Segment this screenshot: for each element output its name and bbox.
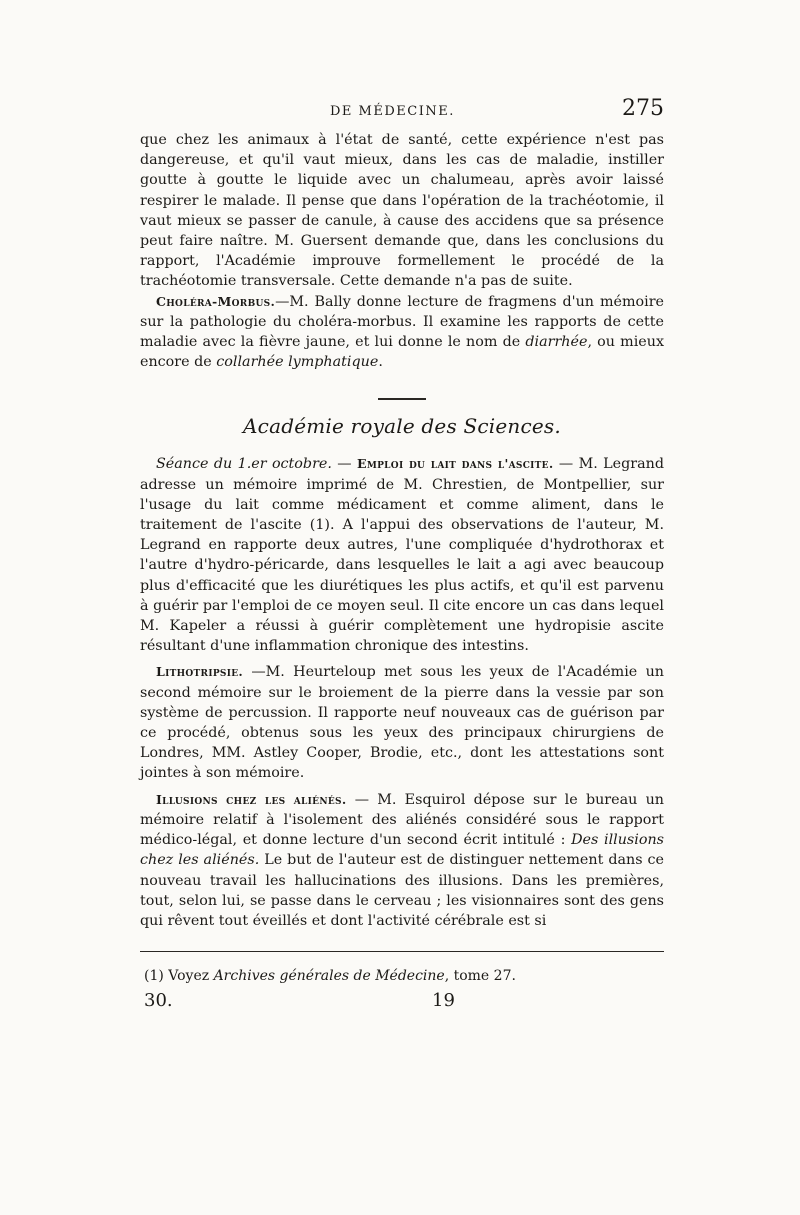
litho-text: —M. Heurteloup met sous les yeux de l'Académie un second mémoire sur le broiement de la pierre dans la vessie par son système de percussion. Il rapporte neuf nouveaux cas de guérison par ce procédé, obtenus sous les yeux des principaux chirurgiens de Londres, MM. Astley Cooper, Brodie, etc., dont les attestations sont jointes à son mémoire. [140,664,664,782]
signature-left: 30. [144,990,173,1012]
cholera-text-c: . [378,354,383,371]
document-page [140,96,664,1020]
paragraph-illusions [140,790,664,931]
footnote-text-b: , tome 27. [444,968,516,985]
cholera-text-a: —M. Bally donne lecture de fragmens d'un mémoire sur la pathologie du choléra-morbus. Il examine les rapports de cette maladie avec la fièvre jaune, et lui donne le nom de [140,293,664,351]
cholera-text-b: , ou mieux encore de [140,334,665,371]
paragraph-cholera [140,292,664,373]
cholera-italic-b: collarhée lymphatique [216,354,379,371]
paragraph-continuation: que chez les animaux à l'état de santé, cette expérience n'est pas dangereuse, et qu'il vaut mieux, dans les cas de maladie, instiller goutte à goutte le liquide avec un chalumeau, après avoir laissé respirer le malade. Il pense que dans l'opération de la trachéotomie, il vaut mieux se passer de canule, à cause des accidens que sa présence peut faire naître. M. Guersent demande que, dans les conclusions du rapport, l'Académie improuve formellement le procédé de la trachéotomie transversale. Cette demande n'a pas de suite. [140,132,664,290]
signature-line [140,990,664,1020]
illusions-heading: Illusions chez les aliénés. [156,791,347,807]
seance-dash: — [331,456,358,473]
seance-date: Séance du 1.er octobre. [156,456,332,473]
page-number: 275 [622,96,664,121]
illusions-italic-a: Des illusions chez les aliénés. [140,832,664,869]
cholera-heading: Choléra-Morbus. [156,293,276,309]
seance-heading: Emploi du lait dans l'ascite. [357,456,554,472]
cholera-italic-a: diarrhée [525,334,588,351]
section-title: Académie royale des Sciences. [243,414,561,439]
footnote [144,966,664,986]
illusions-text-b: Le but de l'auteur est de distinguer nettement dans ce nouveau travail les hallucinations des illusions. Dans les premières, tout, selon lui, se passe dans le cerveau ; les visionnaires sont des gens qui rêvent tout éveillés et dont l'activité cérébrale est si [140,852,664,929]
seance-text: — M. Legrand adresse un mémoire imprimé de M. Chrestien, de Montpellier, sur l'usage du lait comme médicament et comme aliment, dans le traitement de l'ascite (1). A l'appui des observations de l'auteur, M. Legrand en rapporte deux autres, l'une compliquée d'hydrothorax et l'autre d'hydro-péricarde, dans lesquelles le lait a agi avec beaucoup plus d'efficacité que les diurétiques les plus actifs, et qu'il est parvenu à guérir par l'emploi de ce moyen seul. Il cite encore un cas dans lequel M. Kapeler a réussi à guérir complètement une hydropisie ascite résultant d'une inflammation chronique des intestins. [140,456,664,655]
footnote-divider [140,951,664,952]
section-divider [378,398,426,400]
litho-heading: Lithotripsie. [156,664,244,680]
footnote-italic: Archives générales de Médecine [213,968,445,985]
paragraph-lithotripsie [140,662,664,783]
footnote-text-a: (1) Voyez [144,968,214,985]
paragraph-seance [140,454,664,656]
signature-right: 19 [432,990,455,1012]
illusions-text-a: — M. Esquirol dépose sur le bureau un mémoire relatif à l'isolement des aliénés considéré sous le rapport médico-légal, et donne lecture d'un second écrit intitulé : [140,791,664,849]
running-head [140,96,664,130]
running-title: DE MÉDECINE. [330,104,455,119]
